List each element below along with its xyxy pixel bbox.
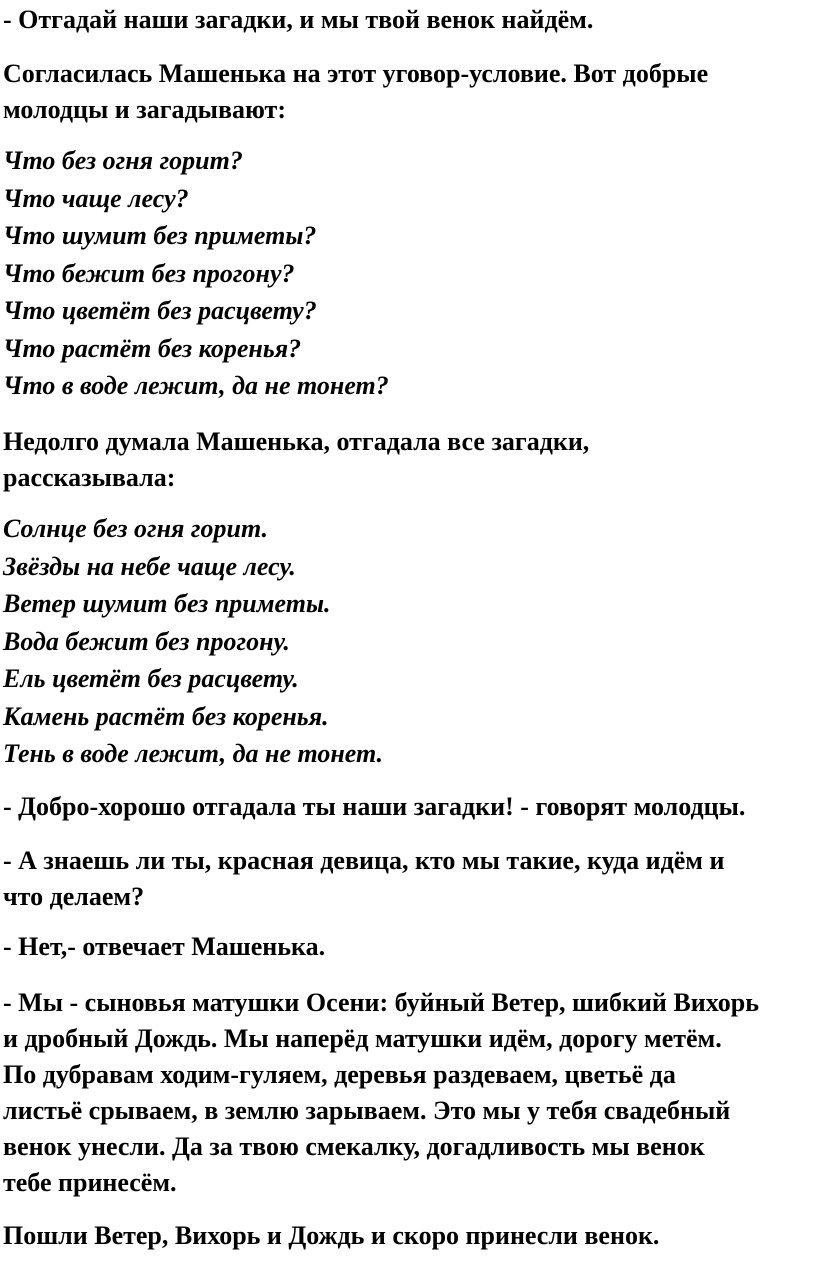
answer-line: Тень в воде лежит, да не тонет. — [3, 739, 384, 768]
text-line: и дробный Дождь. Мы наперёд матушки идём, дорогу метём. — [3, 1024, 722, 1053]
text-line: рассказывала: — [3, 463, 176, 492]
riddles-list — [3, 142, 389, 405]
text-line: молодцы и загадывают: — [3, 95, 286, 124]
paragraph-question — [3, 843, 724, 915]
text-line: Согласилась Машенька на этот уговор-условие. Вот добрые — [3, 59, 709, 88]
paragraph-ending — [3, 1218, 659, 1254]
paragraph-praise — [3, 789, 745, 825]
text-line: - Добро-хорошо отгадала ты наши загадки! - говорят молодцы. — [3, 792, 746, 821]
text-line: - Отгадай наши загадки, и мы твой венок найдём. — [3, 5, 594, 34]
riddle-line: Что бежит без прогону? — [3, 258, 295, 288]
answer-line: Звёзды на небе чаще лесу. — [3, 551, 296, 581]
answer-line: Камень растёт без коренья. — [3, 701, 329, 731]
paragraph-agreement — [3, 56, 708, 128]
paragraph-explanation — [3, 985, 759, 1201]
text-line: По дубравам ходим-гуляем, деревья раздеваем, цветьё да — [3, 1060, 676, 1089]
answers-list — [3, 510, 383, 773]
paragraph-thinking — [3, 424, 589, 496]
text-line: что делаем? — [3, 882, 145, 911]
text-line: - А знаешь ли ты, красная девица, кто мы такие, куда идём и — [3, 846, 725, 875]
text-line: венок унесли. Да за твою смекалку, догадливость мы венок — [3, 1132, 705, 1161]
riddle-line: Что чаще лесу? — [3, 183, 189, 213]
riddle-line: Что цветёт без расцвету? — [3, 296, 317, 325]
text-line: Недолго думала Машенька, отгадала все загадки, — [3, 427, 590, 456]
paragraph-request — [3, 2, 593, 38]
text-line: листьё срываем, в землю зарываем. Это мы у тебя свадебный — [3, 1096, 731, 1125]
riddle-line: Что растёт без коренья? — [3, 333, 302, 363]
riddle-line: Что в воде лежит, да не тонет? — [3, 371, 389, 400]
answer-line: Вода бежит без прогону. — [3, 626, 290, 656]
answer-line: Ветер шумит без приметы. — [3, 589, 331, 618]
answer-line: Солнце без огня горит. — [3, 514, 268, 543]
text-line: - Мы - сыновья матушки Осени: буйный Ветер, шибкий Вихорь — [3, 988, 759, 1017]
text-line: - Нет,- отвечает Машенька. — [3, 932, 326, 961]
riddle-line: Что без огня горит? — [3, 146, 243, 175]
answer-line: Ель цветёт без расцвету. — [3, 664, 299, 693]
riddle-line: Что шумит без приметы? — [3, 221, 317, 250]
paragraph-reply — [3, 929, 325, 965]
text-line: тебе принесём. — [3, 1168, 177, 1197]
text-line: Пошли Ветер, Вихорь и Дождь и скоро принесли венок. — [3, 1221, 660, 1250]
